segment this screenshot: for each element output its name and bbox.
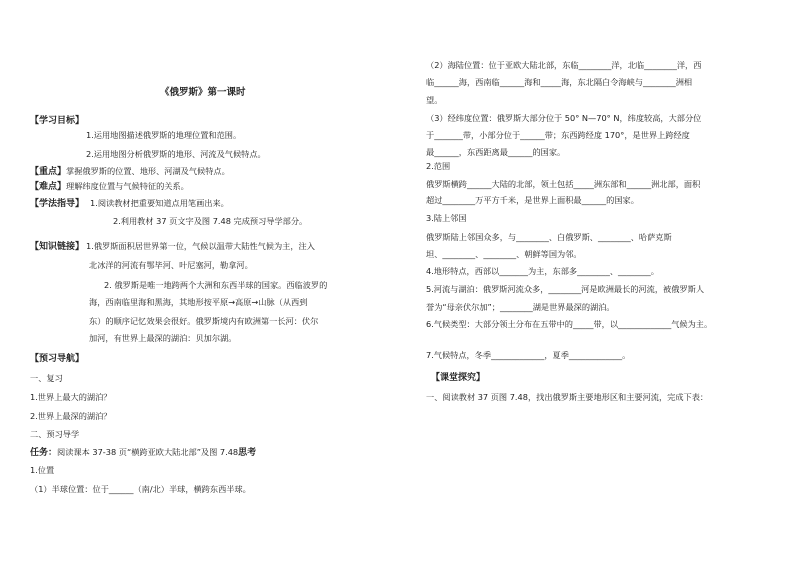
page-title: 《俄罗斯》第一课时 [160, 87, 246, 98]
review-title: 一、复习 [30, 373, 63, 383]
preview-header: 【预习导航】 [30, 354, 85, 364]
goal-2: 2.运用地图分析俄罗斯的地形、河流及气候特点。 [86, 149, 266, 159]
link-row-1 [30, 240, 315, 253]
link-2c: 东）的顺序记忆效果会很好。俄罗斯境内有欧洲第一长河：伏尔 [89, 316, 319, 326]
method-2: 2.利用教材 37 页文字及图 7.48 完成预习导学部分。 [113, 216, 308, 226]
goals-header: 【学习目标】 [30, 116, 85, 126]
link-2a: 2. 俄罗斯是唯一地跨两个大洲和东西半球的国家。西临波罗的 [104, 280, 328, 290]
range-title: 2.范围 [426, 161, 451, 171]
difficult-label: 【难点】 [30, 182, 67, 192]
range-2: 超过________万平方千米，是世界上面积最______的国家。 [426, 195, 639, 205]
climate-type: 6.气候类型：大部分领土分布在五带中的_____带，以_____________气候为主。 [426, 319, 713, 329]
difficult-text: 理解纬度位置与气候特征的关系。 [66, 181, 189, 191]
sea-land-2: 临______海，西南临______海和_____海，东北隔白令海峡与________洲相 [426, 77, 693, 87]
latitude-1: （3）经纬度位置：俄罗斯大部分位于 50° N—70° N，纬度较高，大部分位 [426, 113, 702, 123]
latitude-2: 于_______带，小部分位于______带；东西跨经度 170°，是世界上跨经度 [426, 130, 690, 140]
question-1: 1.世界上最大的湖泊？ [30, 392, 112, 402]
explore-1: 一、阅读教材 37 页图 7.48，找出俄罗斯主要地形区和主要河流，完成下表： [426, 392, 709, 402]
key-label: 【重点】 [30, 167, 67, 177]
neighbor-title: 3.陆上邻国 [426, 213, 467, 223]
difficult-point [30, 180, 189, 193]
method-label: 【学法指导】 [30, 199, 85, 209]
key-text: 掌握俄罗斯的位置、地形、河湖及气候特点。 [66, 166, 230, 176]
task-think: 思考 [238, 448, 257, 458]
link-2b: 海，西南临里海和黑海，其地形按平原→高原→山脉（从西到 [89, 297, 308, 307]
link-1a: 1.俄罗斯面积居世界第一位，气候以温带大陆性气候为主，注入 [86, 241, 315, 251]
link-label: 【知识链接】 [30, 242, 85, 252]
task-row [30, 446, 256, 459]
link-1b: 北冰洋的河流有鄂毕河、叶尼塞河，勒拿河。 [89, 260, 253, 270]
river-1: 5.河流与湖泊：俄罗斯河流众多，________河是欧洲最长的河流，被俄罗斯人 [426, 284, 705, 294]
neighbor-1: 俄罗斯陆上邻国众多，与________、白俄罗斯、________、哈萨克斯 [426, 232, 672, 242]
climate-feature: 7.气候特点，冬季_____________，夏季_____________。 [426, 350, 631, 360]
link-2d: 加河，有世界上最深的湖泊：贝加尔湖。 [89, 333, 237, 343]
river-2: 誉为“母亲伏尔加”；________湖是世界最深的湖泊。 [426, 302, 615, 312]
question-2: 2.世界上最深的湖泊？ [30, 411, 112, 421]
range-1: 俄罗斯横跨______大陆的北部，领土包括_____洲东部和______洲北部，面积 [426, 179, 701, 189]
explore-header: 【课堂探究】 [431, 373, 486, 383]
latitude-3: 最______，东西距离最______的国家。 [426, 147, 566, 157]
terrain-feature: 4.地形特点，西部以_______为主，东部多________、________。 [426, 266, 659, 276]
goal-1: 1.运用地图描述俄罗斯的地理位置和范围。 [86, 130, 242, 140]
task-text: 阅读课本 37-38 页“横跨亚欧大陆北部”及图 7.48 [57, 447, 239, 457]
sea-land-1: （2）海陆位置：位于亚欧大陆北部，东临________洋，北临________洋，西 [426, 60, 702, 70]
method-row-1 [30, 197, 229, 210]
task-label: 任务： [30, 448, 58, 458]
position-title: 1.位置 [30, 465, 55, 475]
key-point [30, 165, 230, 178]
hemisphere-question: （1）半球位置：位于______（南/北）半球，横跨东西半球。 [30, 484, 251, 494]
neighbor-2: 坦、________、________、朝鲜等国为邻。 [426, 249, 582, 259]
method-1: 1.阅读教材把重要知道点用笔画出来。 [90, 198, 229, 208]
sea-land-3: 望。 [426, 95, 443, 105]
guide-title: 二、预习导学 [30, 429, 80, 439]
